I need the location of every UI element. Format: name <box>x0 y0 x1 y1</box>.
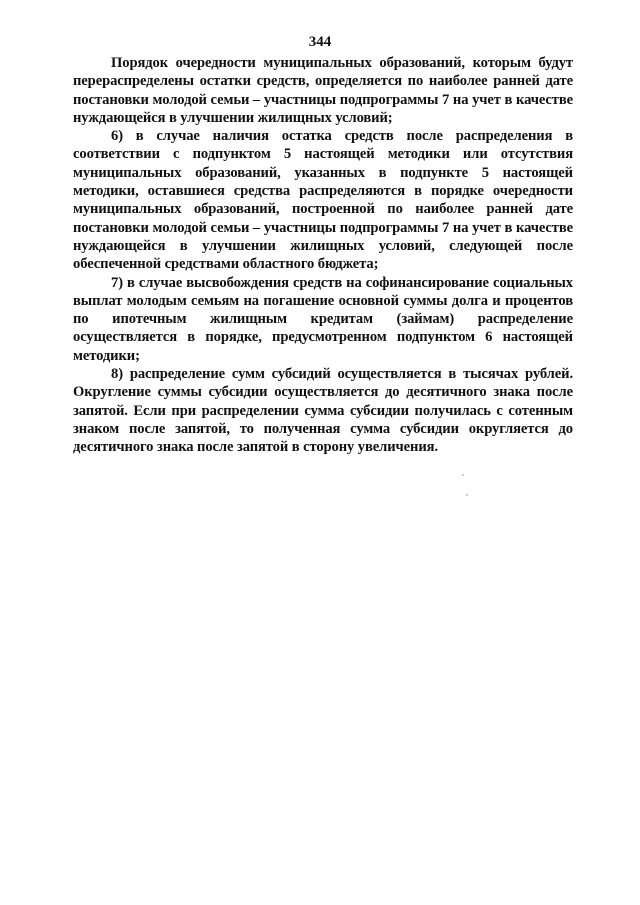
paragraph-item-6: 6) в случае наличия остатка средств после распределения в соответствии с подпунктом 5 настоящей методики или отсутствия муниципальных образований, указанных в подпункте 5 настоящей методики, оставшиеся средства распределяются в порядке очередности муниципальных образований, построенной по наиболее ранней дате постановки молодой семьи – участницы подпрограммы 7 на учет в качестве нуждающейся в улучшении жилищных условий, следующей после обеспеченной средствами областного бюджета; <box>73 128 573 273</box>
scan-speck <box>462 474 464 476</box>
paragraph-order: Порядок очередности муниципальных образований, которым будут перераспределены остатки средств, определяется по наиболее ранней дате постановки молодой семьи – участницы подпрограммы 7 на учет в качестве нуждающейся в улучшении жилищных условий; <box>73 55 573 126</box>
document-body <box>73 54 573 457</box>
scan-speck <box>466 494 468 496</box>
paragraph-item-7: 7) в случае высвобождения средств на софинансирование социальных выплат молодым семьям на погашение основной суммы долга и процентов по ипотечным жилищным кредитам (займам) распределение осуществляется в порядке, предусмотренном подпунктом 6 настоящей методики; <box>73 274 573 364</box>
page-number: 344 <box>308 34 332 50</box>
paragraph-item-8: 8) распределение сумм субсидий осуществляется в тысячах рублей. Округление суммы субсидии осуществляется до десятичного знака после запятой. Если при распределении сумма субсидии получилась с сотенным знаком после запятой, то полученная сумма субсидии округляется до десятичного знака после запятой в сторону увеличения. <box>73 366 573 456</box>
